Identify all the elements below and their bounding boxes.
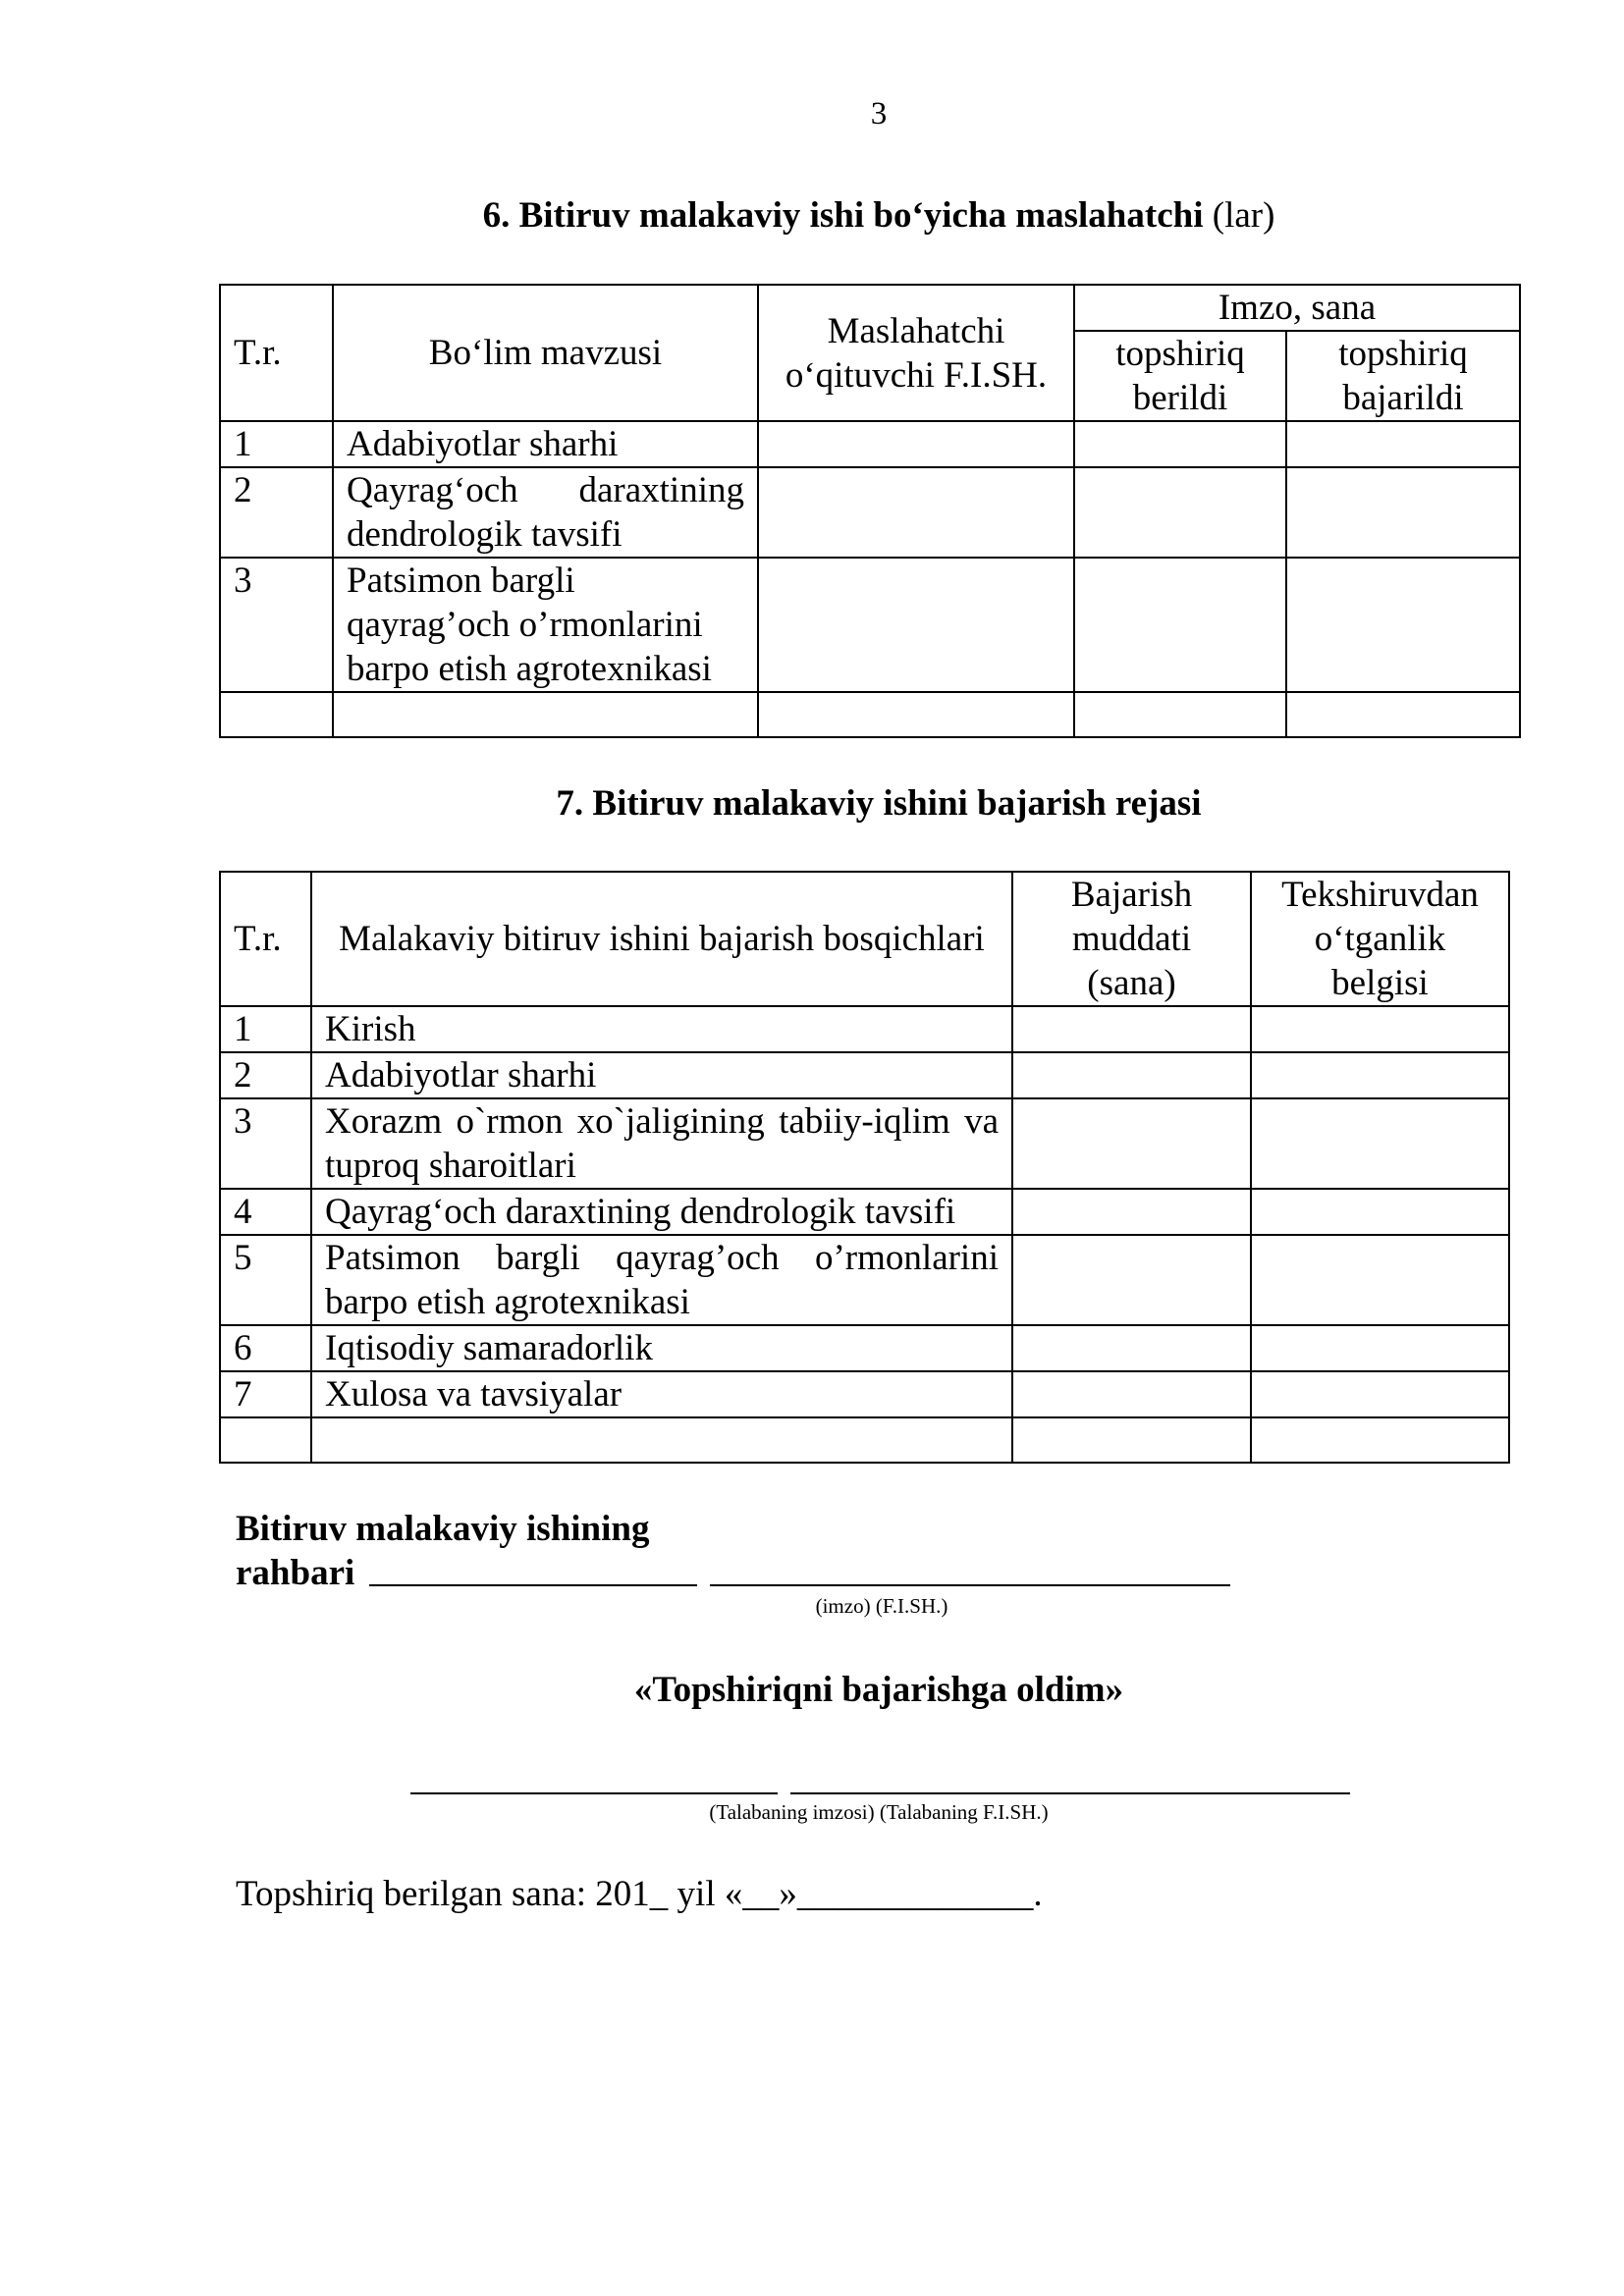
deadline-cell (1012, 1189, 1251, 1235)
section-6-title-suffix: (lar) (1203, 195, 1275, 236)
row-stage: Iqtisodiy samaradorlik (311, 1325, 1012, 1371)
row-stage: Patsimon bargli qayrag’och o’rmonlarini barpo etish agrotexnikasi (311, 1235, 1012, 1325)
row-stage (311, 1417, 1012, 1463)
row-num: 2 (220, 467, 333, 558)
header-advisor: Maslahatchi o‘qituvchi F.I.SH. (758, 285, 1074, 421)
header-num: T.r. (220, 872, 311, 1006)
row-num: 1 (220, 1006, 311, 1052)
check-cell (1251, 1235, 1509, 1325)
table-row (220, 421, 1520, 467)
row-stage: Adabiyotlar sharhi (311, 1052, 1012, 1098)
table-row (220, 1235, 1509, 1325)
supervisor-name-line (710, 1584, 1230, 1586)
advisor-cell (758, 467, 1074, 558)
page-number: 3 (870, 96, 888, 132)
advisors-header-row-1 (220, 285, 1520, 331)
row-topic: Qayrag‘och daraxtining dendrologik tavsifi (333, 467, 758, 558)
row-num: 4 (220, 1189, 311, 1235)
row-num: 1 (220, 421, 333, 467)
advisor-cell (758, 692, 1074, 737)
given-cell (1074, 467, 1286, 558)
table-row (220, 1325, 1509, 1371)
row-num (220, 692, 333, 737)
header-stages: Malakaviy bitiruv ishini bajarish bosqichlari (311, 872, 1012, 1006)
row-topic (333, 692, 758, 737)
advisor-cell (758, 558, 1074, 692)
advisors-table (219, 284, 1521, 738)
row-topic: Adabiyotlar sharhi (333, 421, 758, 467)
supervisor-caption: (imzo) (F.I.SH.) (815, 1594, 948, 1618)
row-stage: Xorazm o`rmon xo`jaligining tabiiy-iqlim va tuproq sharoitlari (311, 1098, 1012, 1189)
done-cell (1286, 558, 1520, 692)
done-cell (1286, 421, 1520, 467)
given-cell (1074, 692, 1286, 737)
deadline-cell (1012, 1325, 1251, 1371)
acceptance-title: «Topshiriqni bajarishga oldim» (633, 1670, 1124, 1710)
check-cell (1251, 1325, 1509, 1371)
done-cell (1286, 692, 1520, 737)
supervisor-label-line-2: rahbari (236, 1553, 355, 1593)
header-num: T.r. (220, 285, 333, 421)
header-topic: Bo‘lim mavzusi (333, 285, 758, 421)
table-row (220, 1417, 1509, 1463)
header-deadline: Bajarish muddati (sana) (1012, 872, 1251, 1006)
table-row (220, 1371, 1509, 1417)
row-num: 6 (220, 1325, 311, 1371)
deadline-cell (1012, 1417, 1251, 1463)
deadline-cell (1012, 1006, 1251, 1052)
table-row (220, 1098, 1509, 1189)
assignment-date-line: Topshiriq berilgan sana: 201_ yil «__»_____________. (236, 1874, 1043, 1914)
check-cell (1251, 1006, 1509, 1052)
section-6-title (0, 194, 1624, 237)
done-cell (1286, 467, 1520, 558)
row-num: 2 (220, 1052, 311, 1098)
check-cell (1251, 1371, 1509, 1417)
row-stage: Qayrag‘och daraxtining dendrologik tavsifi (311, 1189, 1012, 1235)
advisor-cell (758, 421, 1074, 467)
plan-table (219, 871, 1510, 1464)
header-sign-date: Imzo, sana (1074, 285, 1520, 331)
given-cell (1074, 558, 1286, 692)
check-cell (1251, 1189, 1509, 1235)
plan-header-row (220, 872, 1509, 1006)
given-cell (1074, 421, 1286, 467)
header-check: Tekshiruvdan o‘tganlik belgisi (1251, 872, 1509, 1006)
row-num (220, 1417, 311, 1463)
check-cell (1251, 1098, 1509, 1189)
table-row (220, 1052, 1509, 1098)
supervisor-signature-line (369, 1584, 697, 1586)
check-cell (1251, 1417, 1509, 1463)
row-num: 7 (220, 1371, 311, 1417)
row-num: 3 (220, 1098, 311, 1189)
deadline-cell (1012, 1371, 1251, 1417)
deadline-cell (1012, 1098, 1251, 1189)
deadline-cell (1012, 1052, 1251, 1098)
table-row (220, 692, 1520, 737)
student-signature-line (410, 1792, 778, 1794)
supervisor-label-line-1: Bitiruv malakaviy ishining (236, 1509, 650, 1549)
table-row (220, 558, 1520, 692)
check-cell (1251, 1052, 1509, 1098)
row-stage: Kirish (311, 1006, 1012, 1052)
student-caption: (Talabaning imzosi) (Talabaning F.I.SH.) (709, 1800, 1049, 1824)
table-row (220, 467, 1520, 558)
table-row (220, 1006, 1509, 1052)
table-row (220, 1189, 1509, 1235)
header-done: topshiriq bajarildi (1286, 331, 1520, 421)
row-stage: Xulosa va tavsiyalar (311, 1371, 1012, 1417)
deadline-cell (1012, 1235, 1251, 1325)
section-7-title: 7. Bitiruv malakaviy ishini bajarish rejasi (556, 783, 1202, 824)
row-num: 3 (220, 558, 333, 692)
header-given: topshiriq berildi (1074, 331, 1286, 421)
student-name-line (790, 1792, 1350, 1794)
section-6-title-bold: 6. Bitiruv malakaviy ishi bo‘yicha maslahatchi (482, 195, 1204, 236)
row-num: 5 (220, 1235, 311, 1325)
row-topic: Patsimon bargli qayrag’och o’rmonlarini barpo etish agrotexnikasi (333, 558, 758, 692)
